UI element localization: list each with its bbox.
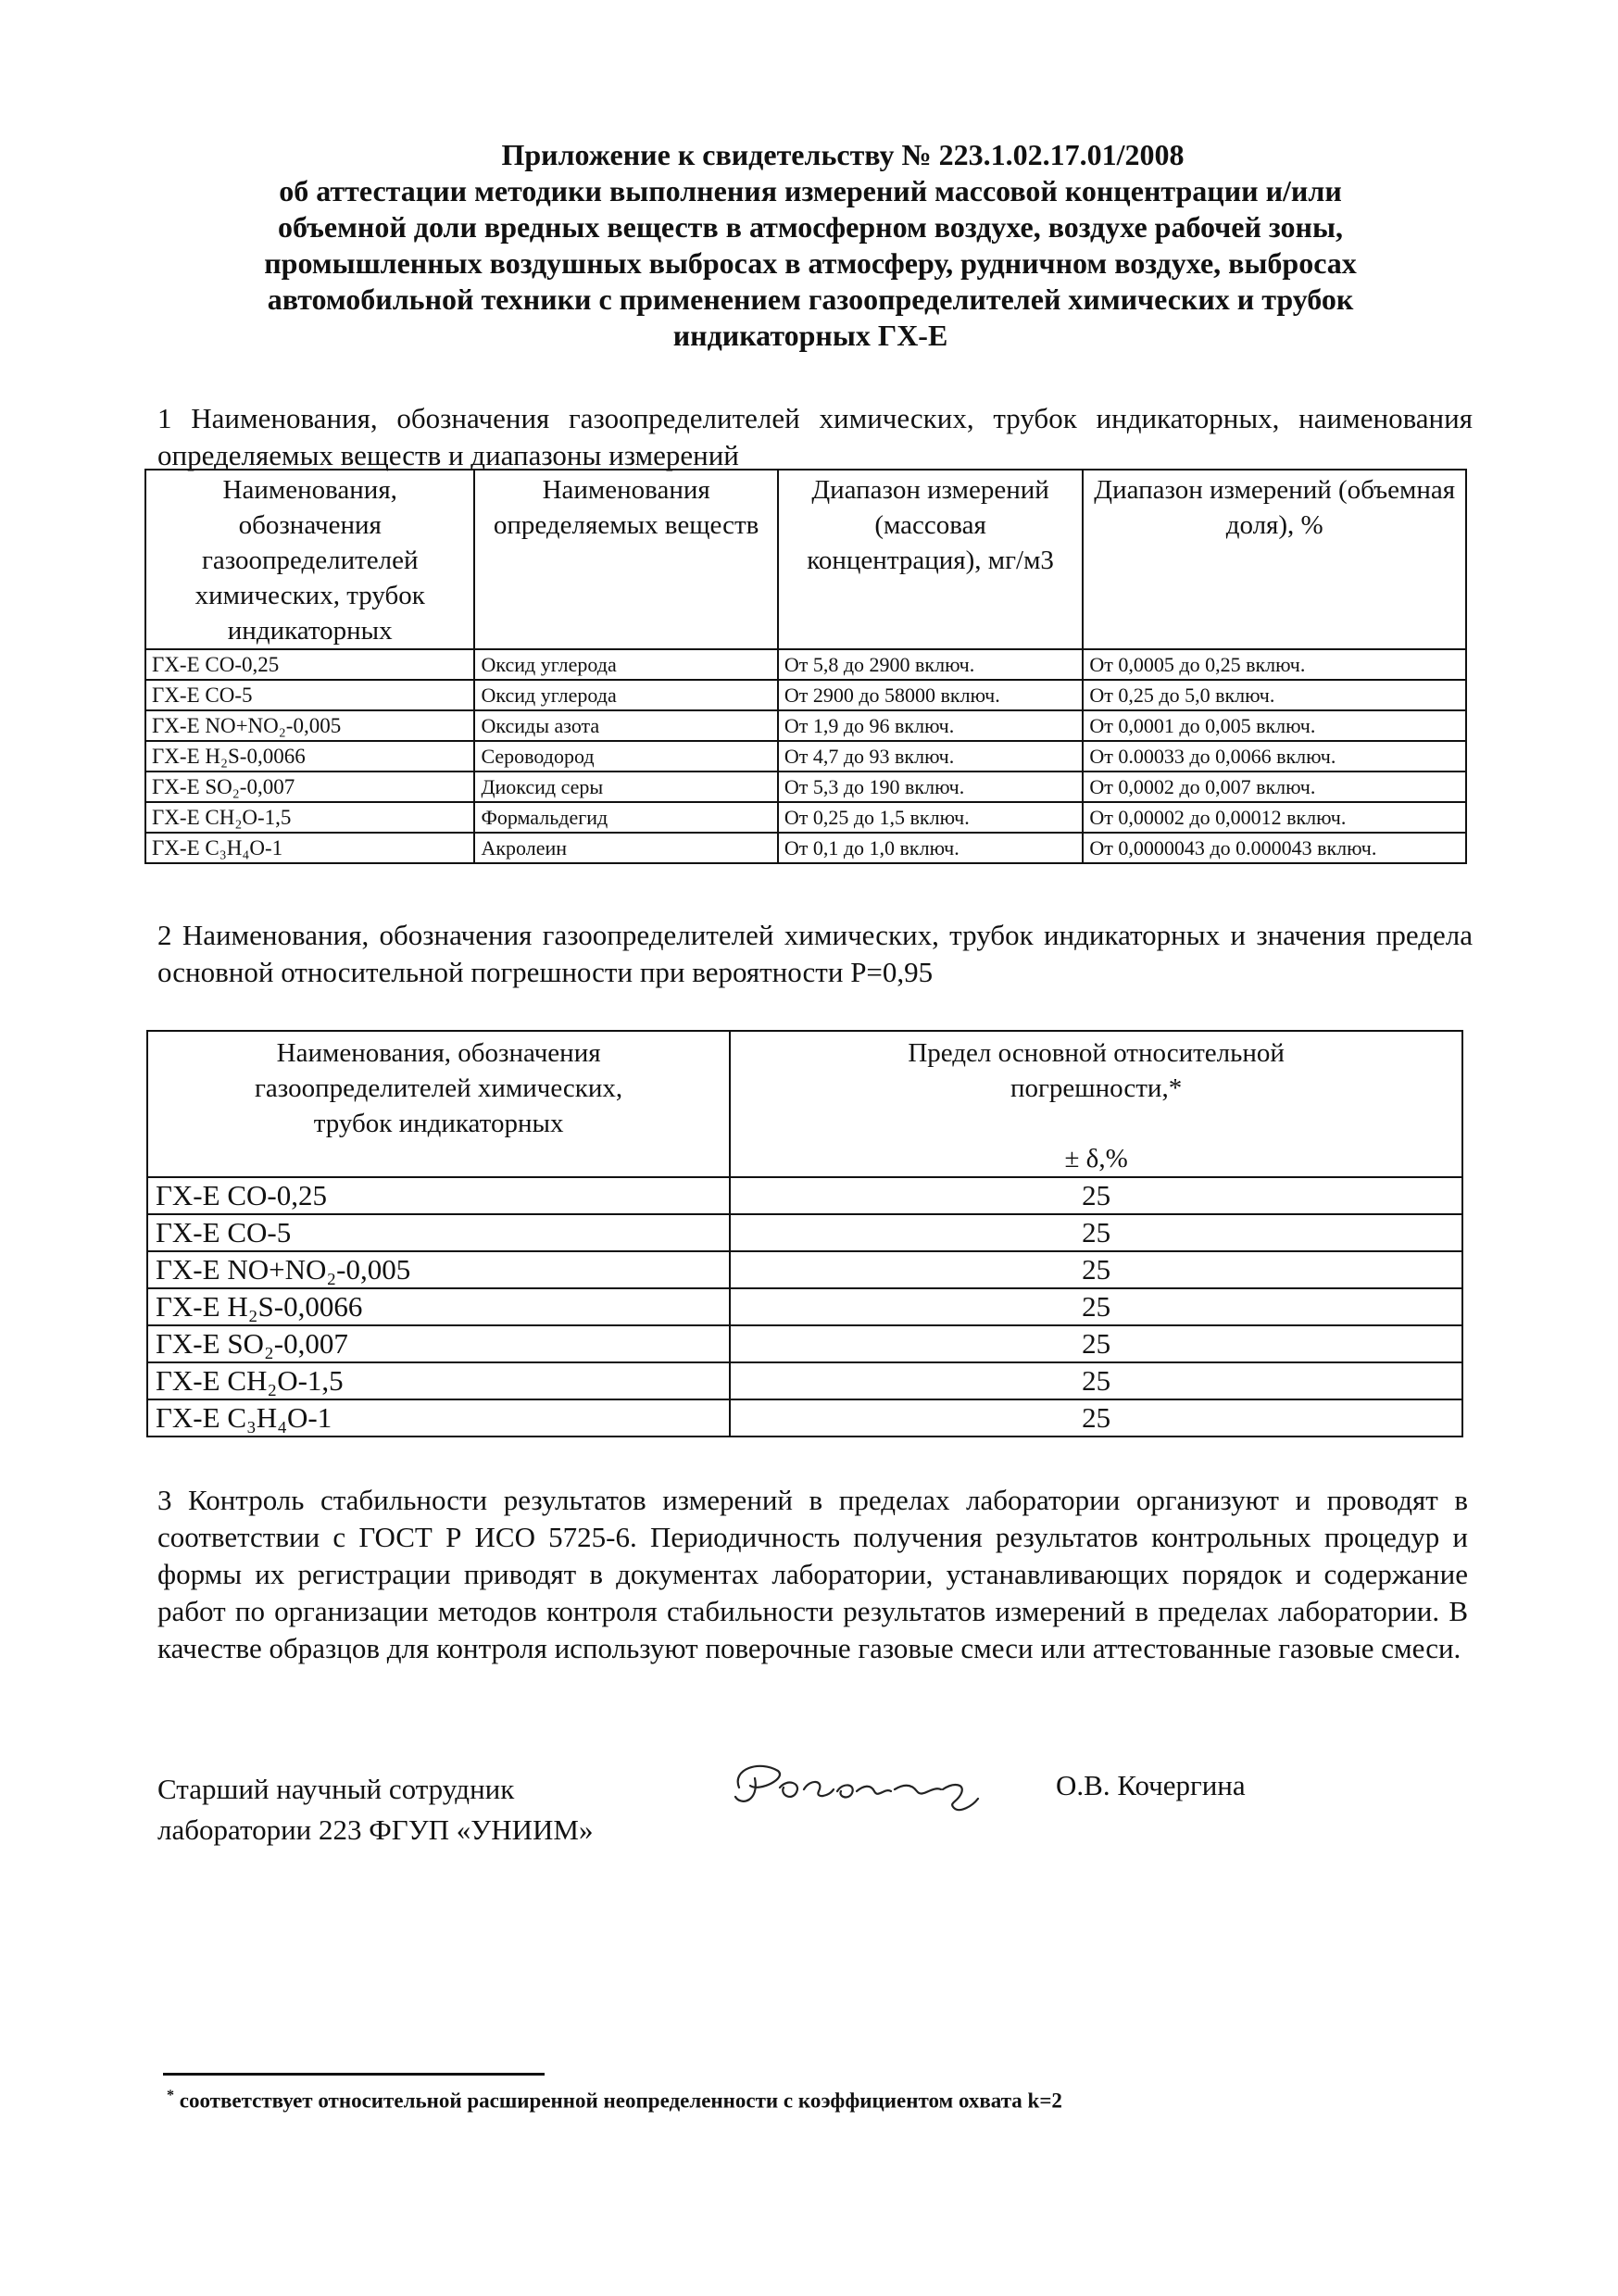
error-value-cell: 25: [730, 1288, 1462, 1325]
device-cell: ГХ-Е СО-5: [147, 1214, 730, 1251]
error-value-cell: 25: [730, 1399, 1462, 1437]
table-row: [145, 741, 1466, 772]
substance-cell: Оксид углерода: [474, 680, 777, 710]
header-line-3: объемной доли вредных веществ в атмосферном воздухе, воздухе рабочей зоны,: [278, 210, 1343, 244]
column-header-device: Наименования, обозначения газоопределителей химических, трубок индикаторных: [145, 470, 474, 649]
header-line-2: об аттестации методики выполнения измерений массовой концентрации и/или: [279, 174, 1342, 207]
device-cell: ГХ-Е SO₂-0,007: [145, 772, 474, 802]
volume-range-cell: От 0,0005 до 0,25 включ.: [1083, 649, 1466, 680]
table-row: [147, 1177, 1462, 1214]
signatory-position-line-2: лаборатории 223 ФГУП «УНИИМ»: [157, 1813, 594, 1846]
substance-cell: Оксиды азота: [474, 710, 777, 741]
measurement-ranges-table: [144, 469, 1467, 864]
table-row: [147, 1214, 1462, 1251]
device-cell: ГХ-Е H₂S-0,0066: [147, 1288, 730, 1325]
device-cell: ГХ-Е CH₂O-1,5: [145, 802, 474, 833]
column-header-error-limit: [730, 1031, 1462, 1177]
substance-cell: Формальдегид: [474, 802, 777, 833]
substance-cell: Сероводород: [474, 741, 777, 772]
device-cell: ГХ-Е СО-5: [145, 680, 474, 710]
header-line-4: промышленных воздушных выбросах в атмосферу, рудничном воздухе, выбросах: [264, 246, 1357, 280]
mass-range-cell: От 1,9 до 96 включ.: [778, 710, 1084, 741]
device-cell: ГХ-Е C₃H₄O-1: [147, 1399, 730, 1437]
table-header-row: [145, 470, 1466, 649]
column-header-volume-range: Диапазон измерений (объемная доля), %: [1083, 470, 1466, 649]
mass-range-cell: От 0,1 до 1,0 включ.: [778, 833, 1084, 863]
error-value-cell: 25: [730, 1214, 1462, 1251]
footnote: [167, 2088, 1062, 2114]
device-cell: ГХ-Е C₃H₄O-1: [145, 833, 474, 863]
error-value-cell: 25: [730, 1177, 1462, 1214]
footnote-divider: [163, 2073, 545, 2076]
substance-cell: Диоксид серы: [474, 772, 777, 802]
volume-range-cell: От 0,25 до 5,0 включ.: [1083, 680, 1466, 710]
mass-range-cell: От 4,7 до 93 включ.: [778, 741, 1084, 772]
error-value-cell: 25: [730, 1325, 1462, 1362]
section-1-text: 1 Наименования, обозначения газоопределителей химических, трубок индикаторных, наименования определяемых веществ и диапазоны измерений: [157, 402, 1473, 471]
footnote-text: соответствует относительной расширенной неопределенности с коэффициентом охвата k=2: [179, 2089, 1062, 2113]
volume-range-cell: От 0.00033 до 0,0066 включ.: [1083, 741, 1466, 772]
handwritten-signature: [722, 1750, 991, 1825]
document-header: [157, 137, 1463, 354]
column-header-substance: Наименования определяемых веществ: [474, 470, 777, 649]
device-cell: ГХ-Е NO+NO₂-0,005: [145, 710, 474, 741]
device-cell: ГХ-Е NO+NO₂-0,005: [147, 1251, 730, 1288]
column-header-mass-range: Диапазон измерений (массовая концентрация), мг/м3: [778, 470, 1084, 649]
table-row: [147, 1325, 1462, 1362]
section-3-text: 3 Контроль стабильности результатов измерений в пределах лаборатории организуют и проводят в соответствии с ГОСТ Р ИСО 5725-6. Периодичность получения результатов контрольных процедур и формы их регистрации приводят в документах лаборатории, устанавливающих порядок и содержание работ по организации методов контроля стабильности результатов измерений в пределах лаборатории. В качестве образцов для контроля используют поверочные газовые смеси или аттестованные газовые смеси.: [157, 1484, 1468, 1664]
column-header-device-label: Наименования, обозначения газоопределителей химических, трубок индикаторных: [255, 1038, 623, 1138]
header-line-6: индикаторных ГХ-Е: [672, 319, 948, 352]
column-header-error-unit: ± δ,%: [1064, 1144, 1128, 1173]
volume-range-cell: От 0,0000043 до 0.000043 включ.: [1083, 833, 1466, 863]
table-row: [145, 772, 1466, 802]
column-header-device: [147, 1031, 730, 1177]
table-row: [147, 1288, 1462, 1325]
device-cell: ГХ-Е SO₂-0,007: [147, 1325, 730, 1362]
table-row: [145, 680, 1466, 710]
device-cell: ГХ-Е CH₂O-1,5: [147, 1362, 730, 1399]
error-value-cell: 25: [730, 1251, 1462, 1288]
footnote-mark: *: [167, 2088, 174, 2103]
device-cell: ГХ-Е СО-0,25: [147, 1177, 730, 1214]
header-title: Приложение к свидетельству № 223.1.02.17.01/2008: [501, 138, 1185, 171]
volume-range-cell: От 0,0001 до 0,005 включ.: [1083, 710, 1466, 741]
table-row: [147, 1399, 1462, 1437]
substance-cell: Акролеин: [474, 833, 777, 863]
table-row: [145, 710, 1466, 741]
section-2-text: 2 Наименования, обозначения газоопределителей химических, трубок индикаторных и значения предела основной относительной погрешности при вероятности Р=0,95: [157, 919, 1473, 988]
error-limits-table: [146, 1030, 1463, 1437]
header-line-5: автомобильной техники с применением газоопределителей химических и трубок: [267, 282, 1354, 316]
device-cell: ГХ-Е H₂S-0,0066: [145, 741, 474, 772]
signatory-position: [157, 1769, 593, 1851]
signatory-position-line-1: Старший научный сотрудник: [157, 1773, 515, 1805]
table-row: [145, 802, 1466, 833]
table-row: [145, 833, 1466, 863]
mass-range-cell: От 5,3 до 190 включ.: [778, 772, 1084, 802]
error-value-cell: 25: [730, 1362, 1462, 1399]
volume-range-cell: От 0,00002 до 0,00012 включ.: [1083, 802, 1466, 833]
substance-cell: Оксид углерода: [474, 649, 777, 680]
mass-range-cell: От 5,8 до 2900 включ.: [778, 649, 1084, 680]
table-row: [145, 649, 1466, 680]
volume-range-cell: От 0,0002 до 0,007 включ.: [1083, 772, 1466, 802]
device-cell: ГХ-Е СО-0,25: [145, 649, 474, 680]
table-header-row: [147, 1031, 1462, 1177]
table-row: [147, 1362, 1462, 1399]
table-row: [147, 1251, 1462, 1288]
signatory-name: О.В. Кочергина: [1056, 1769, 1246, 1801]
mass-range-cell: От 2900 до 58000 включ.: [778, 680, 1084, 710]
mass-range-cell: От 0,25 до 1,5 включ.: [778, 802, 1084, 833]
column-header-error-label: Предел основной относительной погрешности,*: [908, 1038, 1285, 1103]
